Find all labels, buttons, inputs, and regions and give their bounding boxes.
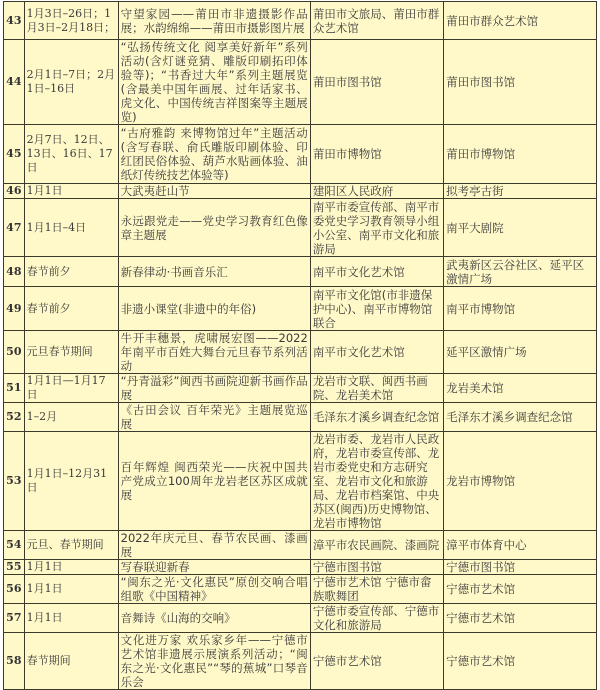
event-organizer: 毛泽东才溪乡调查纪念馆	[310, 403, 443, 432]
row-number: 43	[4, 2, 25, 40]
event-date: 2月1日–7日；2月1日–16日	[24, 40, 118, 125]
event-date: 2月7日、12日、13日、16日、17日	[24, 125, 118, 184]
event-venue: 漳平市体育中心	[444, 531, 597, 560]
table-row	[4, 432, 597, 531]
event-organizer: 莆田市图书馆	[310, 40, 443, 125]
event-date: 元旦、春节期间	[24, 531, 118, 560]
row-number: 47	[4, 199, 25, 257]
table-row	[4, 287, 597, 331]
row-number: 57	[4, 604, 25, 633]
table-row	[4, 184, 597, 199]
event-venue: 南平市博物馆	[444, 287, 597, 331]
table-row	[4, 257, 597, 287]
event-title: “古府雅韵 来博物馆过年”主题活动(含写春联、俞氏雕版印刷体验、印红团民俗体验、葫芦水贴画体验、油纸灯传统技艺体验等)	[118, 125, 310, 184]
event-date: 1月1日–12月31日	[24, 432, 118, 531]
row-number: 50	[4, 331, 25, 374]
event-date: 1月3日–26日；1月3日–2月18日；	[24, 2, 118, 40]
event-organizer: 莆田市博物馆	[310, 125, 443, 184]
event-venue: 莆田市博物馆	[444, 125, 597, 184]
event-title: 守望家园——莆田市非遗摄影作品展；水韵绵绵——莆田市摄影图片展	[118, 2, 310, 40]
event-organizer: 漳平市农民画院、漆画院	[310, 531, 443, 560]
row-number: 44	[4, 40, 25, 125]
event-title: 写春联迎新春	[118, 560, 310, 575]
event-organizer: 龙岩市文联、闽西书画院、龙岩美术馆	[310, 374, 443, 403]
table-row	[4, 531, 597, 560]
row-number: 48	[4, 257, 25, 287]
event-title: 百年辉煌 闽西荣光——庆祝中国共产党成立100周年龙岩老区苏区成就展	[118, 432, 310, 531]
table-row	[4, 560, 597, 575]
event-venue: 毛泽东才溪乡调查纪念馆	[444, 403, 597, 432]
event-title: 音舞诗《山海的交响》	[118, 604, 310, 633]
event-organizer: 建阳区人民政府	[310, 184, 443, 199]
event-date: 1月1日	[24, 184, 118, 199]
row-number: 49	[4, 287, 25, 331]
event-title: “丹青溢彩”闽西书画院迎新书画作品展	[118, 374, 310, 403]
event-date: 1月1日	[24, 560, 118, 575]
event-date: 春节前夕	[24, 287, 118, 331]
event-organizer: 宁德市艺术馆	[310, 633, 443, 690]
event-venue: 龙岩市博物馆	[444, 432, 597, 531]
event-venue: 延平区激情广场	[444, 331, 597, 374]
event-organizer: 莆田市文旅局、莆田市群众艺术馆	[310, 2, 443, 40]
event-venue: 宁德市艺术馆	[444, 633, 597, 690]
event-title: 《古田会议 百年荣光》主题展览巡展	[118, 403, 310, 432]
event-organizer: 南平市文化艺术馆	[310, 257, 443, 287]
table-row	[4, 575, 597, 604]
table-row	[4, 125, 597, 184]
table-row	[4, 604, 597, 633]
row-number: 58	[4, 633, 25, 690]
row-number: 55	[4, 560, 25, 575]
event-venue: 南平大剧院	[444, 199, 597, 257]
event-organizer: 宁德市委宣传部、宁德市文化和旅游局	[310, 604, 443, 633]
event-date: 1月1日	[24, 604, 118, 633]
table-row	[4, 331, 597, 374]
table-row	[4, 199, 597, 257]
event-venue: 宁德市艺术馆	[444, 604, 597, 633]
event-date: 1月1日—1月17日	[24, 374, 118, 403]
event-date: 春节期间	[24, 633, 118, 690]
table-row	[4, 633, 597, 690]
event-title: “弘扬传统文化 阅享美好新年”系列活动(含灯谜竞猜、雕版印刷拓印体验等)；“书香过大年”系列主题展览(含最美中国年画展、过年话家书、虎文化、中国传统吉祥图案等主题展览)	[118, 40, 310, 125]
event-title: “闽东之光·文化惠民”原创交响合唱组歌《中国精神》	[118, 575, 310, 604]
event-venue: 宁德市艺术馆	[444, 575, 597, 604]
event-title: 大武夷赶山节	[118, 184, 310, 199]
table-row	[4, 40, 597, 125]
event-organizer: 宁德市艺术馆 宁德市畲族歌舞团	[310, 575, 443, 604]
event-date: 1–2月	[24, 403, 118, 432]
event-organizer: 宁德市图书馆	[310, 560, 443, 575]
event-venue: 拟考亭古街	[444, 184, 597, 199]
event-venue: 莆田市图书馆	[444, 40, 597, 125]
event-organizer: 南平市文化馆(市非遗保护中心)、南平市博物馆联合	[310, 287, 443, 331]
event-venue: 莆田市群众艺术馆	[444, 2, 597, 40]
table-row	[4, 2, 597, 40]
event-title: 新春律动·书画音乐汇	[118, 257, 310, 287]
event-organizer: 南平市文化艺术馆	[310, 331, 443, 374]
event-title: 牛开丰穗景，虎啸展宏图——2022年南平市百姓大舞台元旦春节系列活动	[118, 331, 310, 374]
event-organizer: 龙岩市委、龙岩市人民政府，龙岩市委宣传部、龙岩市委党史和方志研究室、龙岩市文化和旅游局、龙岩市档案馆、中央苏区(闽西)历史博物馆、龙岩市博物馆	[310, 432, 443, 531]
events-table	[3, 1, 597, 690]
event-title: 文化进万家 欢乐家乡年——宁德市艺术馆非遗展示展演系列活动；“闽东之光·文化惠民”“琴的蕉城”口琴音乐会	[118, 633, 310, 690]
event-date: 1月1日–4日	[24, 199, 118, 257]
event-organizer: 南平市委宣传部、南平市委党史学习教育领导小组小公室、南平市文化和旅游局	[310, 199, 443, 257]
row-number: 52	[4, 403, 25, 432]
row-number: 56	[4, 575, 25, 604]
event-date: 春节前夕	[24, 257, 118, 287]
row-number: 54	[4, 531, 25, 560]
event-venue: 龙岩美术馆	[444, 374, 597, 403]
event-title: 非遗小课堂(非遗中的年俗)	[118, 287, 310, 331]
event-venue: 武夷新区云谷社区、延平区激情广场	[444, 257, 597, 287]
row-number: 51	[4, 374, 25, 403]
event-date: 1月1日	[24, 575, 118, 604]
event-title: 永远跟党走——党史学习教育红色像章主题展	[118, 199, 310, 257]
row-number: 53	[4, 432, 25, 531]
event-venue: 宁德市图书馆	[444, 560, 597, 575]
events-table-body	[4, 2, 597, 690]
table-row	[4, 403, 597, 432]
table-row	[4, 374, 597, 403]
event-title: 2022年庆元旦、春节农民画、漆画展	[118, 531, 310, 560]
row-number: 46	[4, 184, 25, 199]
event-date: 元旦春节期间	[24, 331, 118, 374]
row-number: 45	[4, 125, 25, 184]
